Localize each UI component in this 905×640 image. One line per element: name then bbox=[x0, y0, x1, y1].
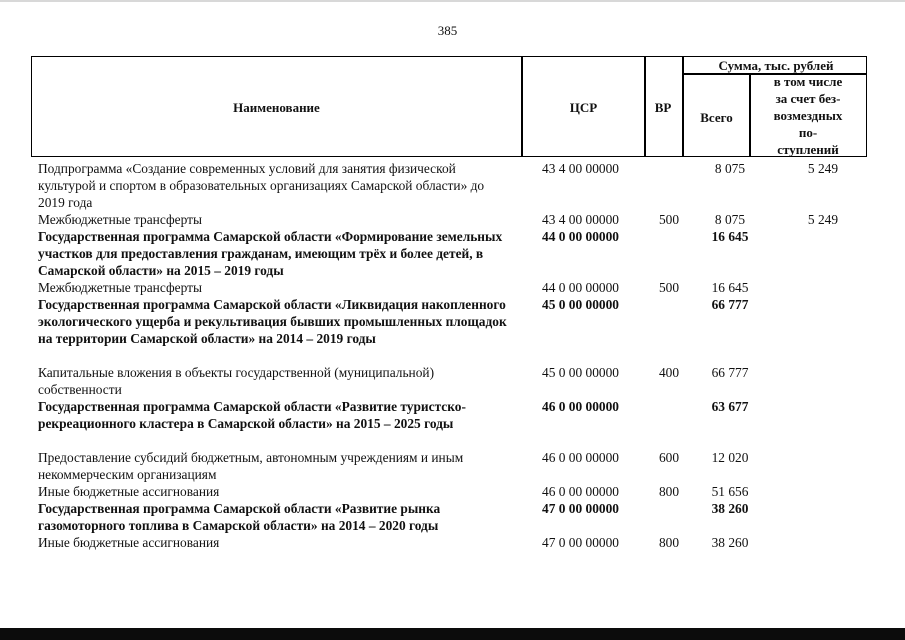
row-name: Подпрограмма «Создание современных условий для занятия физической культурой и спортом в образовательных организациях Самарской области» до 2019 года bbox=[38, 161, 485, 210]
header-name: Наименование bbox=[233, 100, 320, 115]
row-name: Государственная программа Самарской области «Ликвидация накопленного экологического ущерба и рекультивация бывших промышленных площадок на территории Самарской области» на 2014 – 2019 годы bbox=[38, 297, 507, 346]
row-name: Межбюджетные трансферты bbox=[38, 280, 202, 295]
row-total: 12 020 bbox=[711, 450, 749, 465]
row-name: Предоставление субсидий бюджетным, автономным учреждениям и иным некоммерческим организациям bbox=[38, 450, 464, 482]
row-sub: 5 249 bbox=[807, 212, 839, 227]
row-vr: 500 bbox=[658, 212, 680, 227]
row-csr: 44 0 00 00000 bbox=[542, 229, 619, 244]
row-total: 66 777 bbox=[711, 365, 749, 380]
header-sum: Сумма, тыс. рублей bbox=[718, 58, 834, 73]
header-total: Всего bbox=[700, 110, 733, 125]
row-total: 38 260 bbox=[711, 535, 749, 550]
row-name: Межбюджетные трансферты bbox=[38, 212, 202, 227]
row-vr: 400 bbox=[658, 365, 680, 380]
row-name: Капитальные вложения в объекты государственной (муниципальной) собственности bbox=[38, 365, 435, 397]
row-vr: 600 bbox=[658, 450, 680, 465]
header-vr: ВР bbox=[654, 100, 672, 115]
row-vr: 800 bbox=[658, 535, 680, 550]
header-sub-line: в том числе bbox=[773, 74, 843, 89]
row-total: 16 645 bbox=[711, 280, 749, 295]
row-csr: 46 0 00 00000 bbox=[542, 484, 619, 499]
row-csr: 47 0 00 00000 bbox=[542, 535, 619, 550]
row-csr: 43 4 00 00000 bbox=[542, 212, 619, 227]
row-csr: 44 0 00 00000 bbox=[542, 280, 619, 295]
table-header bbox=[31, 56, 867, 157]
row-name: Иные бюджетные ассигнования bbox=[38, 535, 220, 550]
row-csr: 46 0 00 00000 bbox=[542, 399, 619, 414]
row-total: 8 075 bbox=[714, 212, 746, 227]
row-vr: 800 bbox=[658, 484, 680, 499]
row-csr: 46 0 00 00000 bbox=[542, 450, 619, 465]
row-csr: 43 4 00 00000 bbox=[542, 161, 619, 176]
scan-edge-bottom bbox=[0, 628, 905, 640]
row-name: Государственная программа Самарской области «Формирование земельных участков для предоставления гражданам, имеющим трёх и более детей, в Самарской области» на 2015 – 2019 годы bbox=[38, 229, 503, 278]
row-name: Государственная программа Самарской области «Развитие рынка газомоторного топлива в Самарской области» на 2014 – 2020 годы bbox=[38, 501, 441, 533]
row-csr: 45 0 00 00000 bbox=[542, 297, 619, 312]
header-sub-line: ступлений bbox=[777, 142, 839, 157]
scan-edge-top bbox=[0, 0, 905, 2]
header-sub bbox=[751, 73, 865, 158]
row-name: Иные бюджетные ассигнования bbox=[38, 484, 220, 499]
row-total: 66 777 bbox=[711, 297, 749, 312]
row-total: 8 075 bbox=[714, 161, 746, 176]
header-csr: ЦСР bbox=[569, 100, 598, 115]
row-total: 63 677 bbox=[711, 399, 749, 414]
header-sub-line: по- bbox=[798, 125, 818, 140]
row-total: 51 656 bbox=[711, 484, 749, 499]
header-sub-line: за счет без- bbox=[775, 91, 841, 106]
row-total: 16 645 bbox=[711, 229, 749, 244]
row-csr: 47 0 00 00000 bbox=[542, 501, 619, 516]
page-number: 385 bbox=[437, 23, 458, 38]
header-sub-line: возмездных bbox=[773, 108, 843, 123]
row-csr: 45 0 00 00000 bbox=[542, 365, 619, 380]
row-total: 38 260 bbox=[711, 501, 749, 516]
row-vr: 500 bbox=[658, 280, 680, 295]
row-sub: 5 249 bbox=[807, 161, 839, 176]
row-name: Государственная программа Самарской области «Развитие туристско-рекреационного кластера в Самарской области» на 2015 – 2025 годы bbox=[38, 399, 466, 431]
